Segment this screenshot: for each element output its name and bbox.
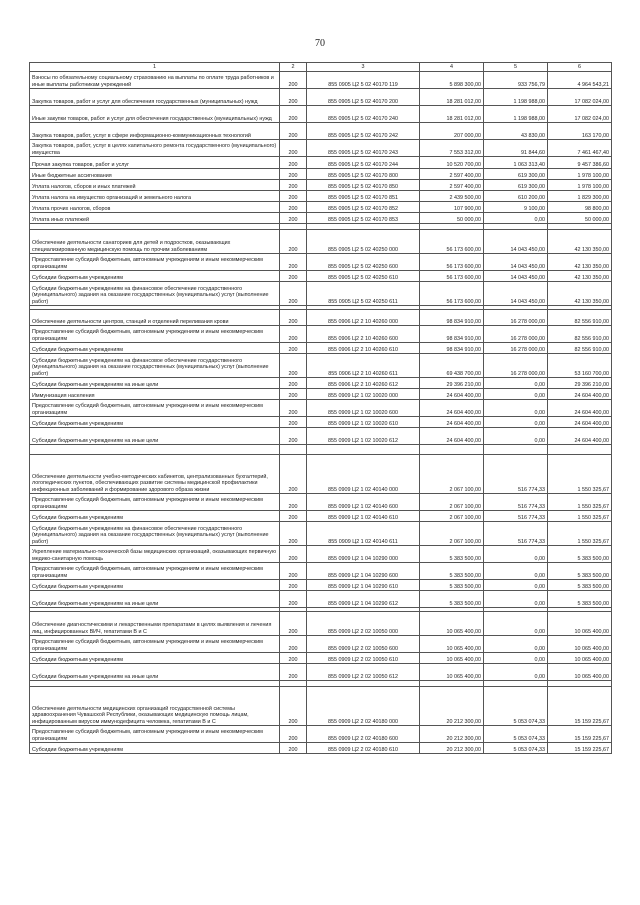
row-name: Субсидии бюджетным учреждениям: [30, 580, 280, 591]
row-ved-code: 200: [280, 157, 307, 169]
row-budget-code: 855 0906 Ц2 2 10 40260 611: [307, 354, 420, 378]
row-planned-amount: 56 173 600,00: [420, 282, 484, 306]
row-name: Закупка товаров, работ, услуг в сфере информационно-коммуникационных технологий: [30, 123, 280, 140]
row-budget-code: 855 0909 Ц2 1 02 40140 611: [307, 522, 420, 546]
row-planned-amount: 2 067 100,00: [420, 494, 484, 511]
row-budget-code: 855 0905 Ц2 5 02 40250 610: [307, 271, 420, 282]
row-budget-code: 855 0909 Ц2 1 04 10290 612: [307, 591, 420, 608]
row-name: Субсидии бюджетным учреждениям: [30, 743, 280, 754]
row-executed-amount: 5 053 074,33: [484, 743, 548, 754]
row-ved-code: 200: [280, 511, 307, 522]
row-executed-amount: 16 278 000,00: [484, 310, 548, 326]
row-remaining-amount: 42 130 350,00: [548, 282, 612, 306]
table-row: [30, 389, 612, 400]
table-row: [30, 191, 612, 202]
row-budget-code: 855 0905 Ц2 5 02 40170 800: [307, 169, 420, 180]
row-budget-code: 855 0905 Ц2 5 02 40170 852: [307, 202, 420, 213]
row-budget-code: 855 0905 Ц2 5 02 40170 244: [307, 157, 420, 169]
row-name: Закупка товаров, работ, услуг в целях капитального ремонта государственного (муниципального) имущества: [30, 140, 280, 157]
row-name: Иные бюджетные ассигнования: [30, 169, 280, 180]
row-executed-amount: 516 774,33: [484, 494, 548, 511]
row-name: Предоставление субсидий бюджетным, автономным учреждениям и иным некоммерческим организациям: [30, 326, 280, 343]
row-planned-amount: 24 604 400,00: [420, 428, 484, 445]
table-row: [30, 354, 612, 378]
row-planned-amount: 69 438 700,00: [420, 354, 484, 378]
table-row: [30, 511, 612, 522]
row-name: Субсидии бюджетным учреждениям на иные цели: [30, 664, 280, 681]
row-planned-amount: 18 281 012,00: [420, 106, 484, 123]
row-ved-code: 200: [280, 455, 307, 494]
row-remaining-amount: 5 383 500,00: [548, 591, 612, 608]
row-name: Субсидии бюджетным учреждениям на иные цели: [30, 428, 280, 445]
row-name: Предоставление субсидий бюджетным, автономным учреждениям и иным некоммерческим организациям: [30, 563, 280, 580]
row-name: Субсидии бюджетным учреждениям на иные цели: [30, 378, 280, 389]
row-ved-code: 200: [280, 743, 307, 754]
row-remaining-amount: 1 550 325,67: [548, 494, 612, 511]
row-remaining-amount: 1 550 325,67: [548, 455, 612, 494]
row-executed-amount: 0,00: [484, 213, 548, 224]
row-remaining-amount: 9 457 386,60: [548, 157, 612, 169]
row-name: Субсидии бюджетным учреждениям: [30, 343, 280, 354]
row-name: Предоставление субсидий бюджетным, автономным учреждениям и иным некоммерческим организациям: [30, 254, 280, 271]
table-row: [30, 310, 612, 326]
row-ved-code: 200: [280, 522, 307, 546]
row-planned-amount: 5 898 300,00: [420, 72, 484, 89]
row-executed-amount: 0,00: [484, 612, 548, 636]
row-remaining-amount: 50 000,00: [548, 213, 612, 224]
row-budget-code: 855 0905 Ц2 5 02 40170 243: [307, 140, 420, 157]
row-ved-code: 200: [280, 230, 307, 254]
row-planned-amount: 20 212 300,00: [420, 726, 484, 743]
row-name: Субсидии бюджетным учреждениям на финансовое обеспечение государственного (муниципального) задания на оказание государственных (муниципальных) услуг (выполнение работ): [30, 522, 280, 546]
row-name: Предоставление субсидий бюджетным, автономным учреждениям и иным некоммерческим организациям: [30, 494, 280, 511]
row-budget-code: 855 0909 Ц2 1 02 10020 612: [307, 428, 420, 445]
row-remaining-amount: 24 604 400,00: [548, 417, 612, 428]
row-remaining-amount: 53 160 700,00: [548, 354, 612, 378]
row-budget-code: 855 0909 Ц2 1 04 10290 600: [307, 563, 420, 580]
row-planned-amount: 98 834 910,00: [420, 326, 484, 343]
row-remaining-amount: 82 556 910,00: [548, 310, 612, 326]
row-planned-amount: 20 212 300,00: [420, 743, 484, 754]
row-ved-code: 200: [280, 378, 307, 389]
table-row: [30, 664, 612, 681]
row-remaining-amount: 17 082 024,00: [548, 89, 612, 106]
row-planned-amount: 5 383 500,00: [420, 591, 484, 608]
table-row: [30, 378, 612, 389]
row-remaining-amount: 1 550 325,67: [548, 511, 612, 522]
row-executed-amount: 16 278 000,00: [484, 326, 548, 343]
row-budget-code: 855 0909 Ц2 1 02 10020 000: [307, 389, 420, 400]
row-remaining-amount: 4 964 543,21: [548, 72, 612, 89]
row-name: Уплата прочих налогов, сборов: [30, 202, 280, 213]
row-budget-code: 855 0909 Ц2 1 04 10290 000: [307, 546, 420, 563]
row-budget-code: 855 0909 Ц2 2 02 10050 000: [307, 612, 420, 636]
row-executed-amount: 0,00: [484, 417, 548, 428]
row-remaining-amount: 29 396 210,00: [548, 378, 612, 389]
row-planned-amount: 24 604 400,00: [420, 389, 484, 400]
row-planned-amount: 24 604 400,00: [420, 417, 484, 428]
row-name: Субсидии бюджетным учреждениям: [30, 511, 280, 522]
row-name: Уплата иных платежей: [30, 213, 280, 224]
row-budget-code: 855 0906 Ц2 2 10 40260 000: [307, 310, 420, 326]
table-row: [30, 455, 612, 494]
table-row: [30, 417, 612, 428]
row-budget-code: 855 0905 Ц2 5 02 40170 242: [307, 123, 420, 140]
table-row: [30, 202, 612, 213]
row-budget-code: 855 0909 Ц2 2 02 10050 600: [307, 636, 420, 653]
row-planned-amount: 2 597 400,00: [420, 169, 484, 180]
row-planned-amount: 56 173 600,00: [420, 271, 484, 282]
row-budget-code: 855 0905 Ц2 5 02 40250 600: [307, 254, 420, 271]
row-ved-code: 200: [280, 343, 307, 354]
row-budget-code: 855 0905 Ц2 5 02 40250 000: [307, 230, 420, 254]
row-remaining-amount: 42 130 350,00: [548, 230, 612, 254]
row-budget-code: 855 0909 Ц2 2 02 40180 600: [307, 726, 420, 743]
row-executed-amount: 0,00: [484, 591, 548, 608]
table-row: [30, 653, 612, 664]
row-ved-code: 200: [280, 389, 307, 400]
row-executed-amount: 1 063 313,40: [484, 157, 548, 169]
row-remaining-amount: 5 383 500,00: [548, 563, 612, 580]
row-planned-amount: 98 834 910,00: [420, 343, 484, 354]
row-executed-amount: 16 278 000,00: [484, 354, 548, 378]
row-executed-amount: 9 100,00: [484, 202, 548, 213]
row-planned-amount: 2 067 100,00: [420, 455, 484, 494]
row-planned-amount: 56 173 600,00: [420, 254, 484, 271]
table-row: [30, 180, 612, 191]
row-executed-amount: 619 300,00: [484, 180, 548, 191]
row-remaining-amount: 42 130 350,00: [548, 254, 612, 271]
row-name: Субсидии бюджетным учреждениям на финансовое обеспечение государственного (муниципального) задания на оказание государственных (муниципальных) услуг (выполнение работ): [30, 354, 280, 378]
row-planned-amount: 10 520 700,00: [420, 157, 484, 169]
row-remaining-amount: 82 556 910,00: [548, 326, 612, 343]
row-executed-amount: 0,00: [484, 428, 548, 445]
row-ved-code: 200: [280, 89, 307, 106]
row-name: Предоставление субсидий бюджетным, автономным учреждениям и иным некоммерческим организациям: [30, 726, 280, 743]
row-executed-amount: 0,00: [484, 378, 548, 389]
table-row: [30, 213, 612, 224]
row-remaining-amount: 10 065 400,00: [548, 612, 612, 636]
row-name: Предоставление субсидий бюджетным, автономным учреждениям и иным некоммерческим организациям: [30, 400, 280, 417]
row-remaining-amount: 82 556 910,00: [548, 343, 612, 354]
row-ved-code: 200: [280, 213, 307, 224]
row-ved-code: 200: [280, 400, 307, 417]
row-executed-amount: 91 844,60: [484, 140, 548, 157]
column-number: 3: [307, 63, 420, 72]
row-name: Прочая закупка товаров, работ и услуг: [30, 157, 280, 169]
row-ved-code: 200: [280, 546, 307, 563]
row-executed-amount: 619 300,00: [484, 169, 548, 180]
row-remaining-amount: 5 383 500,00: [548, 580, 612, 591]
row-executed-amount: 0,00: [484, 389, 548, 400]
table-body: [30, 72, 612, 754]
row-planned-amount: 56 173 600,00: [420, 230, 484, 254]
row-remaining-amount: 1 829 300,00: [548, 191, 612, 202]
row-executed-amount: 0,00: [484, 563, 548, 580]
table-row: [30, 546, 612, 563]
row-ved-code: 200: [280, 687, 307, 726]
row-executed-amount: 610 200,00: [484, 191, 548, 202]
table-row: [30, 169, 612, 180]
row-ved-code: 200: [280, 636, 307, 653]
row-executed-amount: 516 774,33: [484, 511, 548, 522]
table-row: [30, 687, 612, 726]
row-budget-code: 855 0909 Ц2 2 02 40180 610: [307, 743, 420, 754]
row-executed-amount: 5 053 074,33: [484, 687, 548, 726]
column-number: 2: [280, 63, 307, 72]
table-row: [30, 157, 612, 169]
row-ved-code: 200: [280, 580, 307, 591]
row-remaining-amount: 10 065 400,00: [548, 636, 612, 653]
row-budget-code: 855 0909 Ц2 1 02 10020 610: [307, 417, 420, 428]
table-row: [30, 591, 612, 608]
row-ved-code: 200: [280, 591, 307, 608]
table-row: [30, 106, 612, 123]
table-row: [30, 271, 612, 282]
page-number: 70: [315, 38, 325, 49]
row-remaining-amount: 7 461 467,40: [548, 140, 612, 157]
row-ved-code: 200: [280, 354, 307, 378]
row-planned-amount: 10 065 400,00: [420, 636, 484, 653]
row-remaining-amount: 5 383 500,00: [548, 546, 612, 563]
table-row: [30, 343, 612, 354]
row-executed-amount: 16 278 000,00: [484, 343, 548, 354]
row-name: Укрепление материально-технической базы медицинских организаций, оказывающих первичную медико-санитарную помощь: [30, 546, 280, 563]
row-name: Уплата налогов, сборов и иных платежей: [30, 180, 280, 191]
row-name: Обеспечение деятельности медицинских организаций государственной системы здравоохранения Чувашской Республики, оказывающих медицинскую помощь лицам, инфицированным вирусом иммунодефицита человека, гепатитами В и С: [30, 687, 280, 726]
row-name: Субсидии бюджетным учреждениям: [30, 417, 280, 428]
row-remaining-amount: 10 065 400,00: [548, 653, 612, 664]
table-row: [30, 123, 612, 140]
table-row: [30, 612, 612, 636]
column-number: 4: [420, 63, 484, 72]
table-row: [30, 282, 612, 306]
row-name: Взносы по обязательному социальному страхованию на выплаты по оплате труда работников и иные выплаты работникам учреждений: [30, 72, 280, 89]
spacer-cell: [484, 445, 548, 455]
row-remaining-amount: 98 800,00: [548, 202, 612, 213]
row-planned-amount: 10 065 400,00: [420, 664, 484, 681]
row-remaining-amount: 17 082 024,00: [548, 106, 612, 123]
row-executed-amount: 14 043 450,00: [484, 282, 548, 306]
row-remaining-amount: 42 130 350,00: [548, 271, 612, 282]
table-row: [30, 89, 612, 106]
row-planned-amount: 20 212 300,00: [420, 687, 484, 726]
row-planned-amount: 2 067 100,00: [420, 511, 484, 522]
row-planned-amount: 2 439 500,00: [420, 191, 484, 202]
table-row: [30, 726, 612, 743]
table-row: [30, 580, 612, 591]
row-name: Субсидии бюджетным учреждениям на иные цели: [30, 591, 280, 608]
row-budget-code: 855 0909 Ц2 1 02 10020 600: [307, 400, 420, 417]
row-ved-code: 200: [280, 271, 307, 282]
row-budget-code: 855 0905 Ц2 5 02 40170 240: [307, 106, 420, 123]
spacer-row: [30, 445, 612, 455]
row-planned-amount: 2 597 400,00: [420, 180, 484, 191]
row-ved-code: 200: [280, 254, 307, 271]
row-ved-code: 200: [280, 428, 307, 445]
row-executed-amount: 933 756,79: [484, 72, 548, 89]
row-executed-amount: 14 043 450,00: [484, 230, 548, 254]
row-ved-code: 200: [280, 282, 307, 306]
row-budget-code: 855 0909 Ц2 1 02 40140 600: [307, 494, 420, 511]
row-executed-amount: 5 053 074,33: [484, 726, 548, 743]
row-remaining-amount: 1 978 100,00: [548, 169, 612, 180]
table-row: [30, 563, 612, 580]
spacer-cell: [420, 445, 484, 455]
row-planned-amount: 29 396 210,00: [420, 378, 484, 389]
row-budget-code: 855 0909 Ц2 1 02 40140 610: [307, 511, 420, 522]
row-ved-code: 200: [280, 72, 307, 89]
row-executed-amount: 0,00: [484, 580, 548, 591]
row-remaining-amount: 10 065 400,00: [548, 664, 612, 681]
row-executed-amount: 0,00: [484, 664, 548, 681]
row-ved-code: 200: [280, 140, 307, 157]
row-ved-code: 200: [280, 169, 307, 180]
column-number-row: [30, 63, 612, 72]
row-ved-code: 200: [280, 202, 307, 213]
table-row: [30, 140, 612, 157]
row-planned-amount: 24 604 400,00: [420, 400, 484, 417]
row-planned-amount: 107 900,00: [420, 202, 484, 213]
column-number: 5: [484, 63, 548, 72]
row-budget-code: 855 0906 Ц2 2 10 40260 600: [307, 326, 420, 343]
row-ved-code: 200: [280, 612, 307, 636]
row-name: Субсидии бюджетным учреждениям: [30, 653, 280, 664]
row-remaining-amount: 15 159 225,67: [548, 743, 612, 754]
table-row: [30, 743, 612, 754]
row-executed-amount: 43 830,00: [484, 123, 548, 140]
row-executed-amount: 516 774,33: [484, 455, 548, 494]
row-planned-amount: 50 000,00: [420, 213, 484, 224]
row-ved-code: 200: [280, 664, 307, 681]
table-row: [30, 522, 612, 546]
row-executed-amount: 14 043 450,00: [484, 271, 548, 282]
row-budget-code: 855 0909 Ц2 2 02 40180 000: [307, 687, 420, 726]
row-executed-amount: 1 198 988,00: [484, 106, 548, 123]
table-row: [30, 254, 612, 271]
table-row: [30, 230, 612, 254]
row-remaining-amount: 163 170,00: [548, 123, 612, 140]
row-ved-code: 200: [280, 726, 307, 743]
row-name: Обеспечение деятельности центров, станций и отделений переливания крови: [30, 310, 280, 326]
row-name: Уплата налога на имущество организаций и земельного налога: [30, 191, 280, 202]
row-budget-code: 855 0905 Ц2 5 02 40170 853: [307, 213, 420, 224]
row-executed-amount: 0,00: [484, 546, 548, 563]
table-row: [30, 428, 612, 445]
row-budget-code: 855 0909 Ц2 1 04 10290 610: [307, 580, 420, 591]
budget-table: [29, 62, 612, 754]
row-remaining-amount: 24 604 400,00: [548, 400, 612, 417]
row-planned-amount: 18 281 012,00: [420, 89, 484, 106]
row-budget-code: 855 0905 Ц2 5 02 40170 851: [307, 191, 420, 202]
row-name: Обеспечение деятельности учебно-методических кабинетов, централизованных бухгалтерий, логопедических пунктов, обеспечивающих развитие системы медицинской профилактики инфекционных заболеваний и формирование здорового образа жизни: [30, 455, 280, 494]
row-budget-code: 855 0905 Ц2 5 02 40170 119: [307, 72, 420, 89]
row-ved-code: 200: [280, 417, 307, 428]
row-name: Обеспечение деятельности санаториев для детей и подростков, оказывающих специализированную медицинскую помощь по прочим заболеваниям: [30, 230, 280, 254]
row-planned-amount: 5 383 500,00: [420, 563, 484, 580]
row-planned-amount: 10 065 400,00: [420, 612, 484, 636]
spacer-cell: [30, 445, 280, 455]
row-name: Обеспечение диагностическими и лекарственными препаратами в целях выявления и лечения лиц, инфицированных ВИЧ, гепатитами В и С: [30, 612, 280, 636]
row-remaining-amount: 24 604 400,00: [548, 389, 612, 400]
row-ved-code: 200: [280, 106, 307, 123]
row-executed-amount: 1 198 988,00: [484, 89, 548, 106]
row-remaining-amount: 15 159 225,67: [548, 687, 612, 726]
row-ved-code: 200: [280, 326, 307, 343]
table-row: [30, 494, 612, 511]
row-planned-amount: 10 065 400,00: [420, 653, 484, 664]
row-name: Иные закупки товаров, работ и услуг для обеспечения государственных (муниципальных) нужд: [30, 106, 280, 123]
row-budget-code: 855 0909 Ц2 1 02 40140 000: [307, 455, 420, 494]
column-number: 6: [548, 63, 612, 72]
row-planned-amount: 5 383 500,00: [420, 546, 484, 563]
row-budget-code: 855 0909 Ц2 2 02 10050 610: [307, 653, 420, 664]
row-planned-amount: 7 553 312,00: [420, 140, 484, 157]
table-row: [30, 636, 612, 653]
row-budget-code: 855 0905 Ц2 5 02 40170 850: [307, 180, 420, 191]
row-ved-code: 200: [280, 123, 307, 140]
row-name: Закупка товаров, работ и услуг для обеспечения государственных (муниципальных) нужд: [30, 89, 280, 106]
row-name: Субсидии бюджетным учреждениям на финансовое обеспечение государственного (муниципального) задания на оказание государственных (муниципальных) услуг (выполнение работ): [30, 282, 280, 306]
spacer-cell: [280, 445, 307, 455]
row-ved-code: 200: [280, 563, 307, 580]
row-budget-code: 855 0906 Ц2 2 10 40260 610: [307, 343, 420, 354]
row-budget-code: 855 0905 Ц2 5 02 40170 200: [307, 89, 420, 106]
row-ved-code: 200: [280, 180, 307, 191]
row-ved-code: 200: [280, 494, 307, 511]
row-executed-amount: 0,00: [484, 636, 548, 653]
row-name: Иммунизация населения: [30, 389, 280, 400]
row-budget-code: 855 0909 Ц2 2 02 10050 612: [307, 664, 420, 681]
row-ved-code: 200: [280, 653, 307, 664]
table-row: [30, 326, 612, 343]
row-budget-code: 855 0905 Ц2 5 02 40250 611: [307, 282, 420, 306]
row-executed-amount: 0,00: [484, 653, 548, 664]
row-remaining-amount: 1 550 325,67: [548, 522, 612, 546]
spacer-cell: [307, 445, 420, 455]
table-row: [30, 72, 612, 89]
row-executed-amount: 14 043 450,00: [484, 254, 548, 271]
table-row: [30, 400, 612, 417]
column-number: 1: [30, 63, 280, 72]
row-planned-amount: 5 383 500,00: [420, 580, 484, 591]
row-budget-code: 855 0906 Ц2 2 10 40260 612: [307, 378, 420, 389]
row-ved-code: 200: [280, 310, 307, 326]
row-name: Предоставление субсидий бюджетным, автономным учреждениям и иным некоммерческим организациям: [30, 636, 280, 653]
row-executed-amount: 0,00: [484, 400, 548, 417]
row-planned-amount: 2 067 100,00: [420, 522, 484, 546]
row-executed-amount: 516 774,33: [484, 522, 548, 546]
row-planned-amount: 98 834 910,00: [420, 310, 484, 326]
row-planned-amount: 207 000,00: [420, 123, 484, 140]
row-remaining-amount: 24 604 400,00: [548, 428, 612, 445]
row-remaining-amount: 1 978 100,00: [548, 180, 612, 191]
spacer-cell: [548, 445, 612, 455]
row-ved-code: 200: [280, 191, 307, 202]
row-name: Субсидии бюджетным учреждениям: [30, 271, 280, 282]
row-remaining-amount: 15 159 225,67: [548, 726, 612, 743]
